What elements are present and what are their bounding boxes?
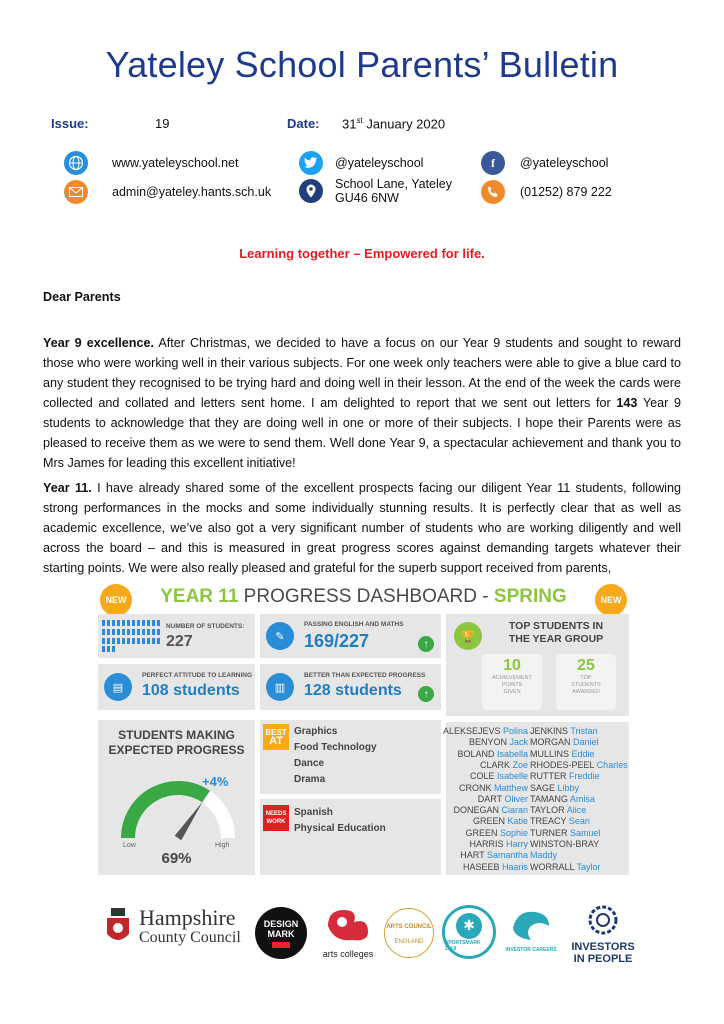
needs-work-tag: NEEDS WORK (263, 805, 289, 831)
trophy-icon: 🏆 (454, 622, 482, 650)
contact-twitter[interactable] (299, 151, 423, 175)
top-students-awarded: 25 TOP STUDENTS AWARDED (556, 654, 616, 710)
greeting: Dear Parents (43, 290, 121, 304)
facebook-handle[interactable]: @yateleyschool (520, 156, 609, 170)
email-link[interactable]: admin@yateley.hants.sch.uk (112, 185, 272, 199)
student-name: MULLINS Eddie (530, 748, 595, 759)
student-name: RHODES-PEEL Charles (530, 759, 628, 770)
student-name: TAYLOR Alice (530, 805, 587, 816)
address-line2: GU46 6NW (335, 191, 399, 205)
better-value: 128 students (304, 682, 402, 699)
student-name: BOLAND Isabella (457, 748, 528, 759)
progress-dashboard (98, 580, 629, 875)
twitter-icon (299, 151, 323, 175)
star-icon: ✱ (456, 913, 482, 939)
best-subject: Food Technology (294, 742, 377, 753)
arts-colleges-logo: arts colleges (318, 906, 378, 959)
investor-careers-logo: INVESTOR CAREERS (505, 908, 557, 953)
best-at-box (260, 720, 441, 794)
hampshire-crest-icon (105, 908, 131, 948)
student-name: RUTTER Freddie (530, 771, 600, 782)
arts-council-logo: ARTS COUNCIL ENGLAND (384, 908, 434, 958)
arts-colleges-icon (324, 906, 372, 944)
phone-icon (481, 180, 505, 204)
contact-phone[interactable] (481, 180, 612, 204)
accreditation-logos (0, 900, 724, 970)
gauge-box (98, 720, 255, 875)
needs-subject: Physical Education (294, 823, 386, 834)
sportsmark-logo: ✱ SPORTSMARK 2018 (442, 905, 496, 959)
better-box (260, 664, 441, 710)
paragraph-year9: Year 9 excellence. After Christmas, we decided to have a focus on our Year 9 students and sought to reward those who were working well in their various subjects. For one week only teachers were able to give a blue card to any student they recognised to be trying hard and doing well in their lesson. At the end of the week the cards were collected and collated and letters sent home. I am delighted to report that we sent out letters for 143 Year 9 students to acknowledge that they are doing well in one or more of their subjects. I hope their Parents were as pleased to receive them as we were to send them. Well done Year 9, a spectacular achievement and thank you to Mrs James for leading this excellent initiative! (43, 336, 681, 470)
students-label: NUMBER OF STUDENTS: (166, 623, 245, 630)
student-name: DONEGAN Ciaran (453, 805, 528, 816)
iip-wreath-icon (586, 904, 620, 936)
hampshire-logo: Hampshire County Council (105, 908, 241, 948)
top-students-title: TOP STUDENTS IN THE YEAR GROUP (508, 620, 604, 645)
student-name: Maddy (530, 850, 558, 861)
clipboard-icon: ▤ (104, 673, 132, 701)
twitter-handle[interactable]: @yateleyschool (335, 156, 424, 170)
student-name: JENKINS Tristan (530, 726, 598, 736)
contact-address (299, 177, 452, 205)
needs-subject: Spanish (294, 807, 333, 818)
mail-icon (64, 180, 88, 204)
best-subject: Drama (294, 774, 326, 785)
pencil-icon: ✎ (266, 622, 294, 650)
student-name: HART Samantha (460, 850, 528, 861)
contact-facebook[interactable] (481, 151, 608, 175)
investors-in-people-logo: INVESTORS IN PEOPLE (568, 904, 638, 965)
student-name: TURNER Samuel (530, 827, 601, 838)
attitude-value: 108 students (142, 682, 240, 699)
contact-email[interactable] (64, 180, 271, 204)
paragraph-year11: Year 11. I have already shared some of the excellent prospects facing our diligent Year 11 students, following strong performances in the mocks and some individually stunning results. It is perfectly clear that as well as academic excellence, we’ve also got a very significant number of students who are working diligently and well across the board – and this is measured in great progress scores against demanding targets whatever their starting points. We were also really pleased and grateful for the superb support received from parents, (43, 481, 681, 575)
attitude-box (98, 664, 255, 710)
student-name: COLE Isabelle (469, 771, 528, 782)
address-line1: School Lane, Yateley (335, 177, 452, 191)
top-students-list (442, 722, 629, 875)
gauge-low: Low (123, 842, 136, 849)
passing-box (260, 614, 441, 658)
student-name: WINSTON-BRAY (530, 839, 600, 849)
best-subject: Dance (294, 758, 325, 769)
investor-careers-icon (509, 908, 553, 942)
needs-work-box (260, 799, 441, 875)
better-label: BETTER THAN EXPECTED PROGRESS (304, 672, 426, 679)
bulletin-title: Yateley School Parents’ Bulletin (105, 44, 619, 85)
arrow-up-icon: ↑ (418, 636, 434, 652)
gauge-change: +4% (202, 774, 229, 789)
gauge-value: 69% (161, 850, 192, 867)
best-at-tag: BEST AT (263, 724, 289, 750)
contact-website[interactable] (64, 151, 238, 175)
student-name: GREEN Sophie (465, 827, 528, 838)
phone-number[interactable]: (01252) 879 222 (520, 185, 612, 199)
new-badge-left: NEW (100, 584, 132, 616)
gauge-title: STUDENTS MAKING EXPECTED PROGRESS (108, 728, 245, 757)
student-name: HARRIS Harry (469, 839, 528, 849)
date-value: 31st January 2020 (342, 116, 446, 132)
student-name: DART Oliver (477, 793, 528, 804)
student-name: TAMANG Amisa (530, 793, 595, 804)
globe-icon (64, 151, 88, 175)
location-pin-icon (299, 179, 323, 203)
student-name: HASEEB Haaris (462, 861, 528, 872)
student-name: BENYON Jack (468, 737, 528, 748)
gauge-high: High (215, 842, 230, 849)
new-badge-right: NEW (595, 584, 627, 616)
top-students-box (446, 614, 629, 716)
students-box (98, 614, 255, 658)
website-link[interactable]: www.yateleyschool.net (112, 156, 239, 170)
attitude-label: PERFECT ATTITUDE TO LEARNING (142, 672, 253, 679)
student-name: MORGAN Daniel (530, 737, 599, 748)
progress-gauge (118, 776, 238, 846)
best-subject: Graphics (294, 726, 338, 737)
people-icon (102, 620, 160, 652)
student-name: CLARK Zoe (479, 759, 528, 770)
dashboard-title: YEAR 11 PROGRESS DASHBOARD - SPRING (160, 586, 567, 607)
arrow-up-icon-2: ↑ (418, 686, 434, 702)
student-name: TREACY Sean (530, 816, 590, 827)
student-name: CRONK Matthew (458, 782, 528, 793)
students-value: 227 (166, 633, 193, 650)
student-name: WORRALL Taylor (530, 861, 601, 872)
issue-label: Issue: (51, 116, 89, 131)
passing-label: PASSING ENGLISH AND MATHS (304, 621, 404, 628)
student-name: GREEN Katie (472, 816, 528, 827)
student-name: ALEKSEJEVS Polina (442, 726, 528, 736)
school-motto: Learning together – Empowered for life. (239, 246, 485, 261)
student-name: SAGE Libby (530, 782, 580, 793)
facebook-icon: f (481, 151, 505, 175)
date-label: Date: (287, 116, 320, 131)
issue-value: 19 (155, 116, 170, 131)
design-mark-logo: DESIGN MARK (255, 907, 307, 959)
chart-icon: ▥ (266, 673, 294, 701)
achievement-points: 10 ACHIEVEMENT POINTS GIVEN (482, 654, 542, 710)
passing-value: 169/227 (304, 631, 370, 651)
